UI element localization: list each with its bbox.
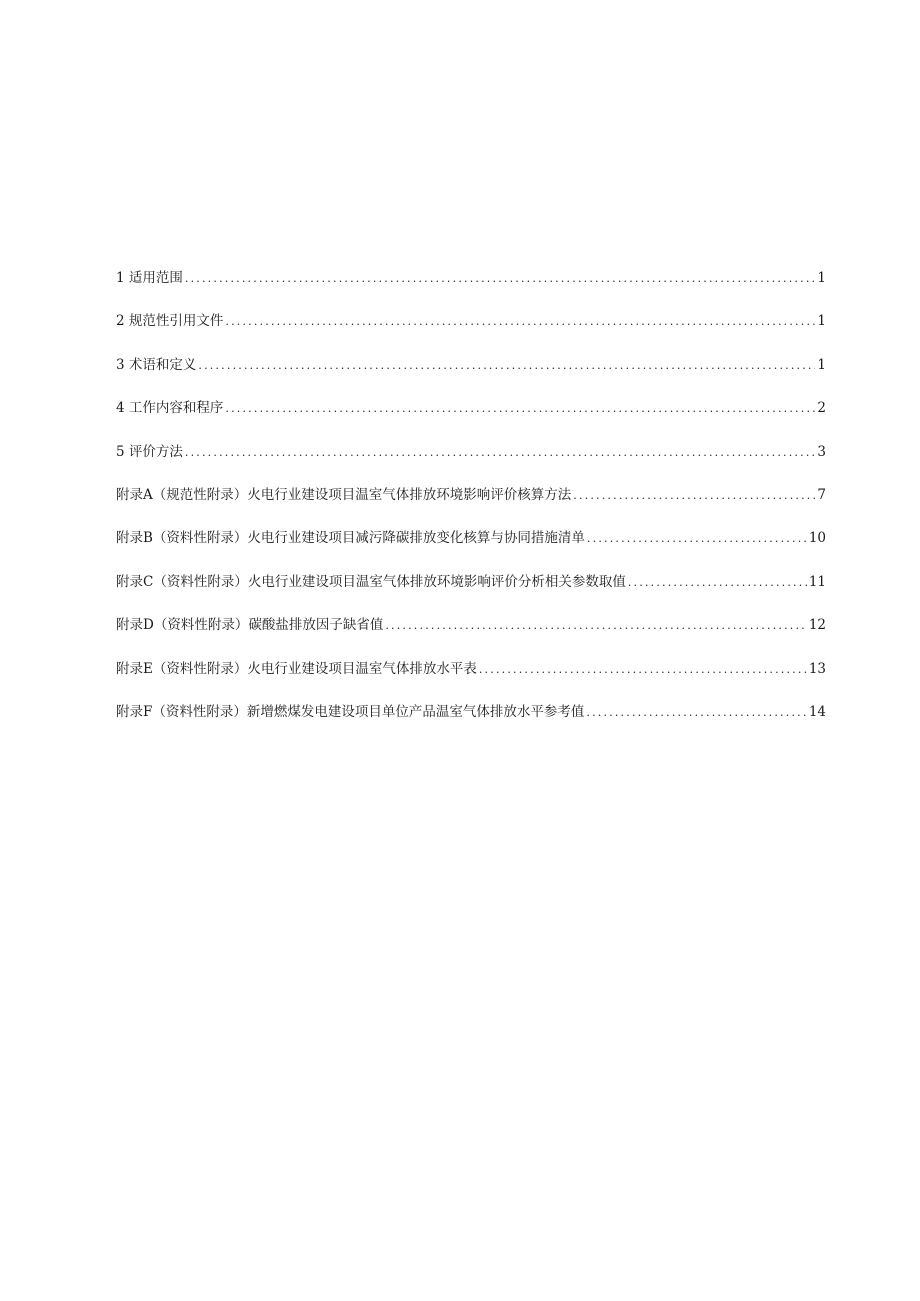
toc-entry[interactable]: [116, 702, 826, 745]
toc-leader-dots: [385, 616, 806, 636]
toc-entry-title: 附录A（规范性附录）火电行业建设项目温室气体排放环境影响评价核算方法: [116, 486, 572, 503]
toc-entry-title: 附录E（资料性附录）火电行业建设项目温室气体排放水平表: [116, 660, 477, 677]
toc-entry-page: 1: [817, 270, 826, 286]
toc-leader-dots: [586, 703, 806, 723]
toc-entry[interactable]: [116, 572, 826, 615]
toc-entry-page: 11: [808, 573, 826, 590]
toc-entry-page: 1: [817, 313, 826, 330]
toc-entry-page: 12: [808, 617, 826, 634]
toc-entry-page: 14: [808, 703, 826, 720]
toc-entry-title: 1 适用范围: [116, 270, 183, 286]
toc-leader-dots: [185, 269, 816, 289]
toc-entry[interactable]: [116, 659, 826, 702]
table-of-contents: [116, 268, 826, 745]
toc-entry-title: 2 规范性引用文件: [116, 313, 224, 330]
toc-entry-page: 7: [817, 486, 826, 503]
toc-entry[interactable]: [116, 268, 826, 311]
toc-entry-page: 10: [808, 530, 826, 547]
toc-leader-dots: [573, 486, 815, 506]
toc-entry-title: 3 术语和定义: [116, 356, 197, 373]
toc-entry[interactable]: [116, 311, 826, 354]
toc-entry[interactable]: [116, 485, 826, 528]
toc-leader-dots: [185, 443, 816, 463]
toc-entry-page: 1: [817, 356, 826, 373]
toc-leader-dots: [225, 399, 815, 419]
toc-entry-title: 附录F（资料性附录）新增燃煤发电建设项目单位产品温室气体排放水平参考值: [116, 703, 585, 720]
toc-entry[interactable]: [116, 615, 826, 658]
toc-entry[interactable]: [116, 528, 826, 571]
toc-entry-title: 附录C（资料性附录）火电行业建设项目温室气体排放环境影响评价分析相关参数取值: [116, 573, 626, 590]
toc-leader-dots: [198, 356, 815, 376]
toc-leader-dots: [587, 529, 807, 549]
toc-entry[interactable]: [116, 355, 826, 398]
toc-leader-dots: [479, 660, 807, 680]
toc-entry-page: 13: [808, 660, 826, 677]
toc-entry[interactable]: [116, 398, 826, 441]
toc-entry-page: 3: [817, 443, 826, 460]
toc-entry-title: 附录B（资料性附录）火电行业建设项目减污降碳排放变化核算与协同措施清单: [116, 530, 585, 547]
toc-entry-title: 附录D（资料性附录）碳酸盐排放因子缺省值: [116, 617, 384, 634]
toc-entry-title: 5 评价方法: [116, 443, 183, 460]
toc-leader-dots: [628, 573, 807, 593]
toc-entry-title: 4 工作内容和程序: [116, 400, 224, 417]
toc-leader-dots: [225, 312, 815, 332]
toc-entry-page: 2: [817, 400, 826, 417]
toc-entry[interactable]: [116, 442, 826, 485]
